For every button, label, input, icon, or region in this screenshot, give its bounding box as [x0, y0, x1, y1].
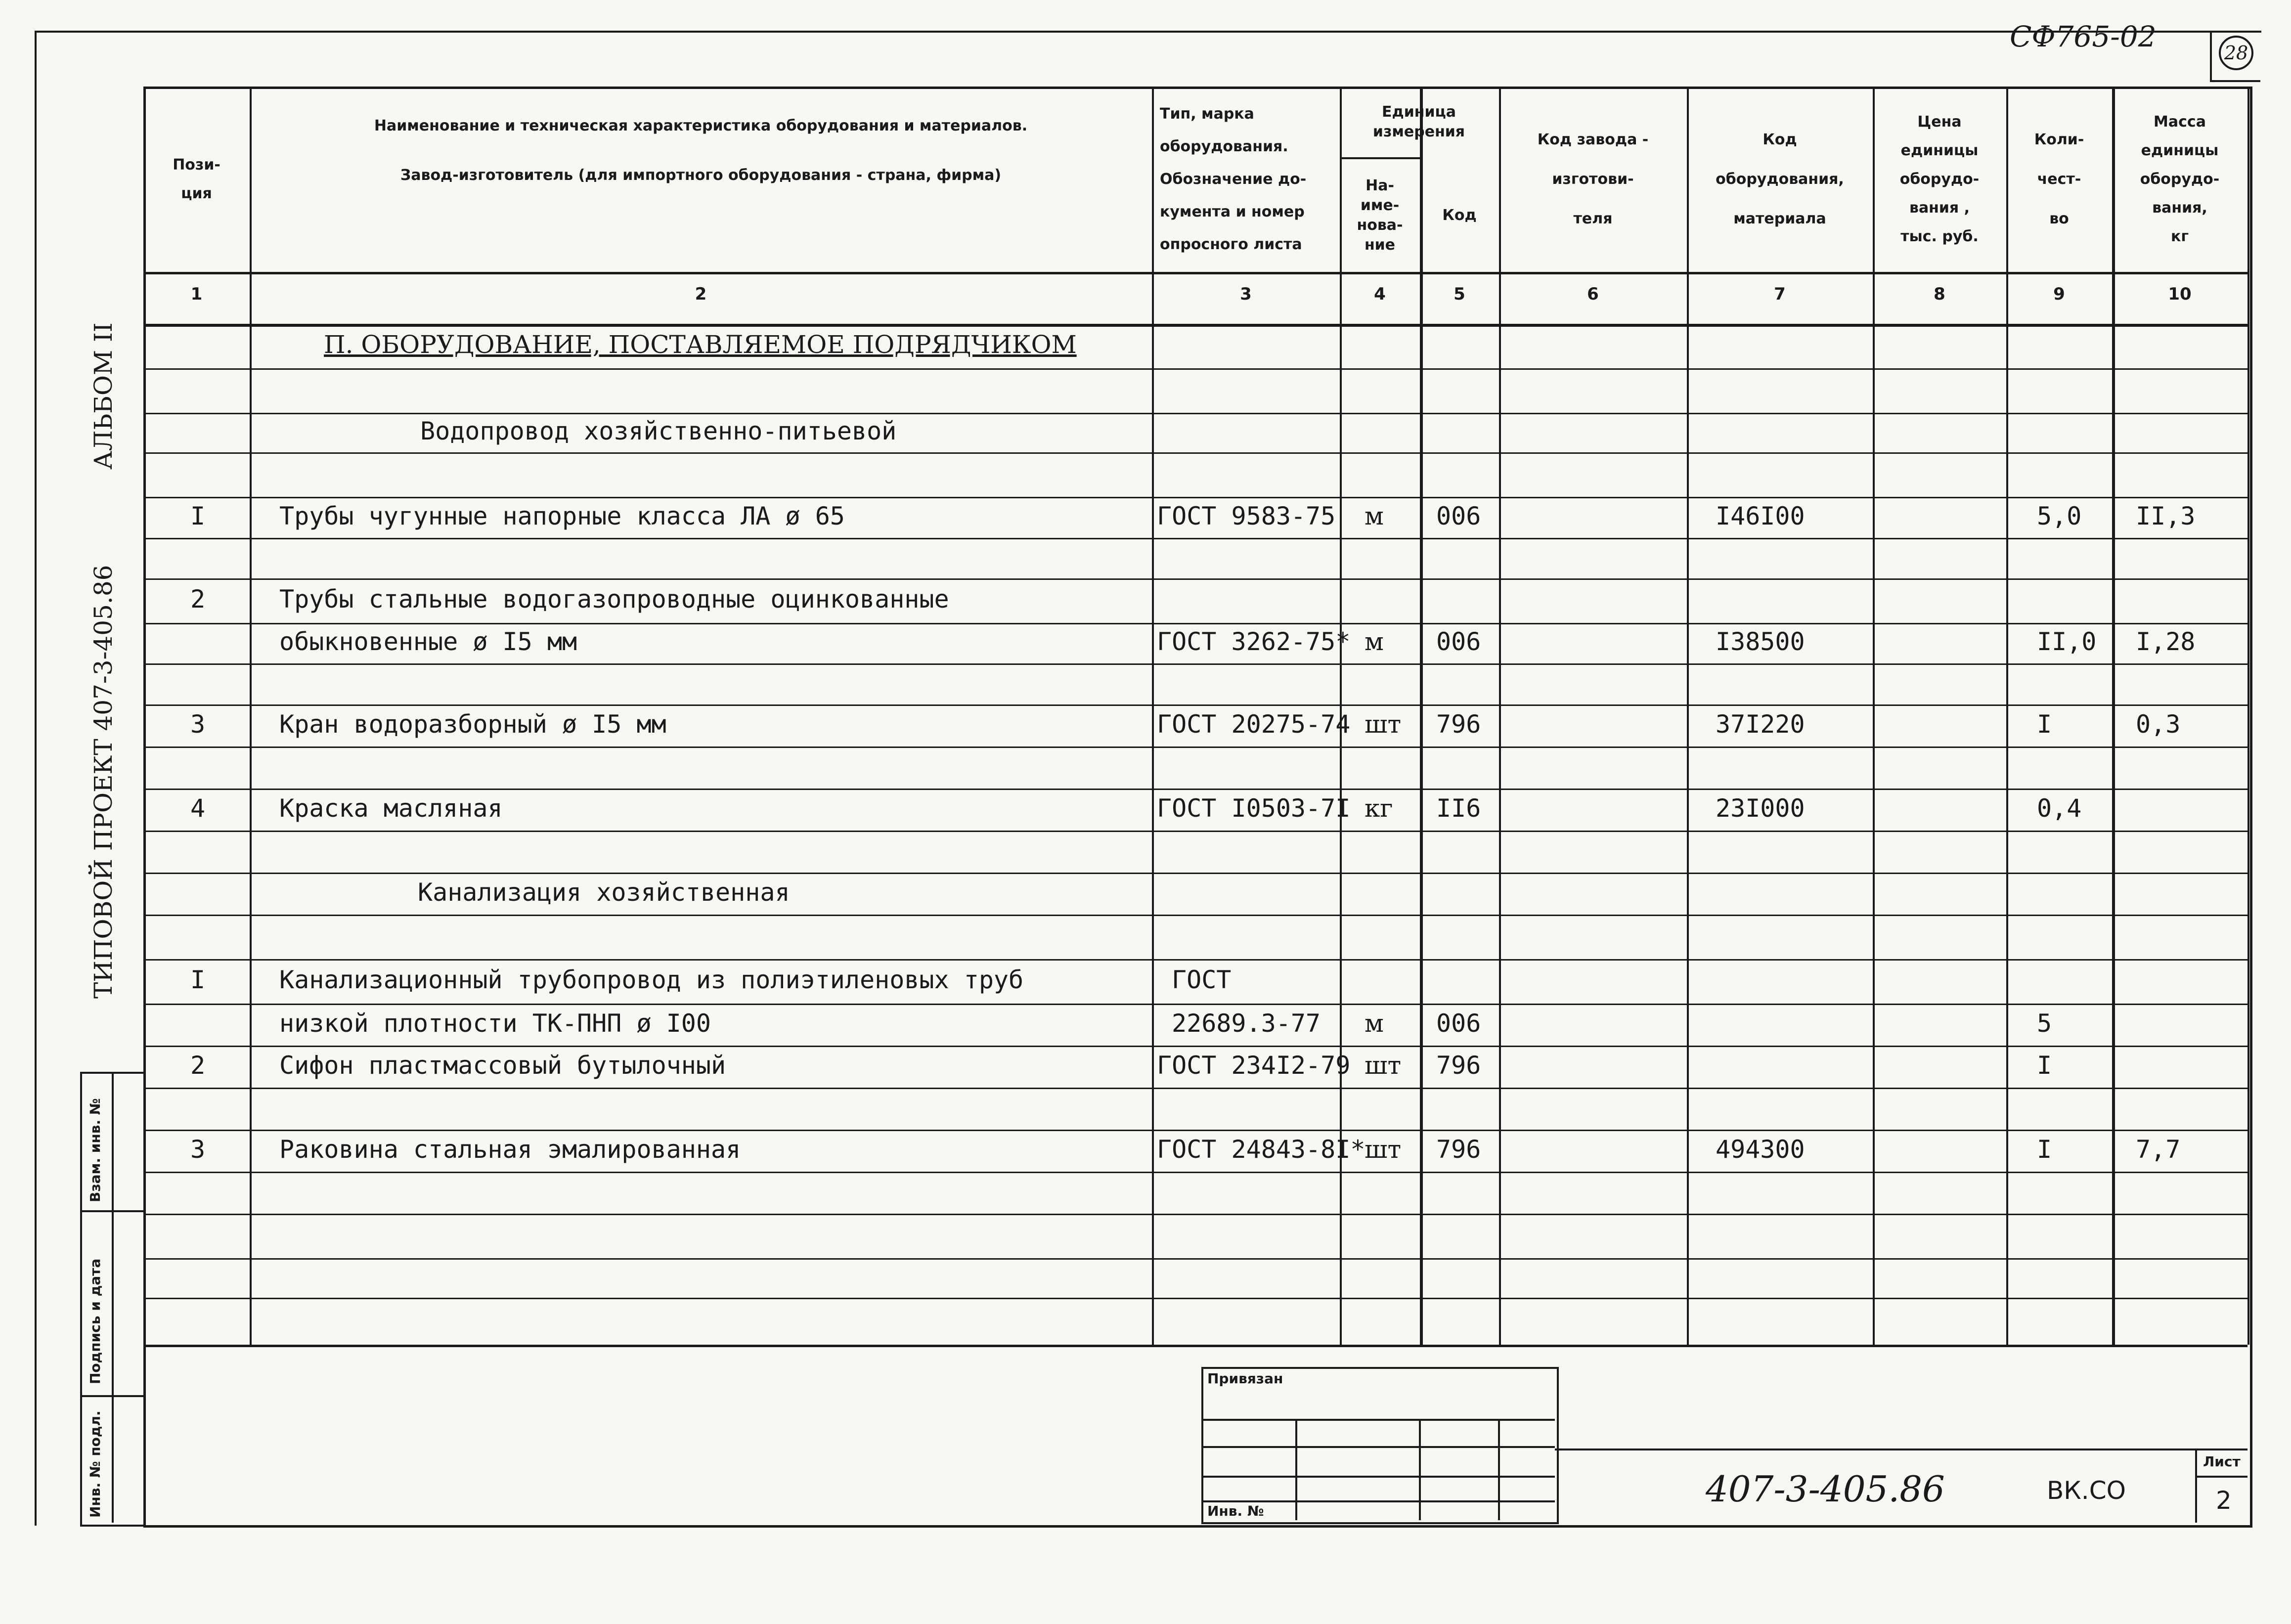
cell-ucode: 796 — [1436, 1051, 1481, 1080]
grid-line — [143, 413, 2247, 414]
cell-unit: м — [1365, 501, 1384, 530]
cell-pos: 2 — [190, 585, 206, 614]
cell-mass: 0,3 — [2136, 709, 2181, 739]
cell-unit: шт — [1365, 1051, 1402, 1080]
cell-mass: II,3 — [2136, 501, 2196, 530]
album-label: АЛЬБОМ II — [89, 322, 118, 470]
grid-line — [143, 915, 2247, 916]
cell-pos: 4 — [190, 793, 206, 823]
grid-line — [143, 578, 2247, 580]
grid-line — [143, 452, 2247, 454]
column-number: 2 — [695, 284, 707, 304]
cell-ecode: I38500 — [1716, 627, 1805, 656]
grid-line — [143, 623, 2247, 624]
grid-line — [143, 663, 2247, 665]
top-code: СФ765-02 — [2010, 20, 2157, 53]
grid-line — [250, 87, 252, 1345]
grid-line — [2247, 87, 2249, 1345]
cell-doc: ГОСТ 9583-75 — [1157, 501, 1336, 530]
cell-doc: 22689.3-77 — [1172, 1009, 1321, 1038]
grid-line — [143, 87, 145, 1345]
header-name: Наименование и техническая характеристика оборудования и материалов. Завод-изготовитель (для импортного оборудования - страна, фирма) — [374, 117, 1028, 184]
grid-line — [143, 1258, 2247, 1260]
grid-line — [143, 1298, 2247, 1299]
grid-line — [143, 831, 2247, 832]
doc-number: 407-3-405.86 — [1706, 1468, 1945, 1510]
cell-qty: I — [2037, 1051, 2052, 1080]
cell-doc: ГОСТ 234I2-79 — [1157, 1051, 1351, 1080]
project-label: ТИПОВОЙ ПРОЕКТ 407-3-405.86 — [89, 565, 118, 999]
grid-line — [143, 1172, 2247, 1173]
cell-name: обыкновенные ø I5 мм — [279, 627, 577, 656]
grid-line — [143, 873, 2247, 874]
stamp-label-inv: Инв. № подл. — [87, 1410, 103, 1518]
cell-ucode: 006 — [1436, 501, 1481, 530]
cell-ecode: 494300 — [1716, 1135, 1805, 1164]
cell-doc: ГОСТ 24843-8I* — [1157, 1135, 1366, 1164]
cell-qty: 0,4 — [2037, 793, 2082, 823]
cell-doc: ГОСТ — [1172, 966, 1232, 994]
stamp-label-sign: Подпись и дата — [87, 1258, 103, 1384]
title-block — [1201, 1364, 2247, 1525]
stamp-label-replace: Взам. инв. № — [87, 1098, 103, 1202]
header-maker-code: Код завода - изготови- теля — [1537, 131, 1649, 227]
grid-line — [143, 1004, 2247, 1005]
cell-unit: шт — [1365, 1135, 1402, 1164]
grid-line — [143, 789, 2247, 790]
cell-name: низкой плотности ТК-ПНП ø I00 — [279, 1009, 711, 1038]
page-badge-number: 28 — [2224, 42, 2248, 64]
cell-name: Краска масляная — [279, 793, 503, 823]
grid-line — [143, 1130, 2247, 1131]
grid-line — [143, 1046, 2247, 1047]
cell-name: Сифон пластмассовый бутылочный — [279, 1051, 726, 1080]
cell-mass: I,28 — [2136, 627, 2196, 656]
cell-pos: 3 — [190, 1135, 206, 1164]
cell-pos: I — [190, 966, 206, 994]
cell-qty: II,0 — [2037, 627, 2097, 656]
cell-ucode: 006 — [1436, 627, 1481, 656]
cell-unit: шт — [1365, 709, 1402, 739]
cell-name: Водопровод хозяйственно-питьевой — [420, 417, 897, 445]
grid-line — [1420, 324, 1423, 1345]
grid-line — [1152, 87, 1154, 1345]
header-type: Тип, марка оборудования. Обозначение до- кумента и номер опросного листа — [1160, 105, 1307, 253]
cell-pos: 2 — [190, 1051, 206, 1080]
header-unit-name: На- име- нова- ние — [1357, 177, 1403, 254]
inv-label: Инв. № — [1207, 1503, 1264, 1519]
header-unit-code: Код — [1442, 207, 1477, 224]
header-position: Пози- ция — [173, 156, 220, 202]
cell-unit: м — [1365, 627, 1384, 656]
column-number: 3 — [1240, 284, 1252, 304]
cell-name: Раковина стальная эмалированная — [279, 1135, 741, 1164]
grid-line — [143, 497, 2247, 498]
column-number: 7 — [1774, 284, 1786, 304]
column-number: 4 — [1374, 284, 1386, 304]
cell-name: Трубы стальные водогазопроводные оцинкованные — [279, 585, 949, 614]
cell-unit: м — [1365, 1009, 1384, 1038]
column-number: 9 — [2053, 284, 2065, 304]
cell-qty: 5 — [2037, 1009, 2052, 1038]
cell-name: Трубы чугунные напорные класса ЛА ø 65 — [279, 501, 845, 530]
cell-qty: I — [2037, 709, 2052, 739]
grid-line — [143, 1214, 2247, 1215]
mark: ВК.СО — [2047, 1476, 2126, 1505]
cell-ecode: I46I00 — [1716, 501, 1805, 530]
header-price: Цена единицы оборудо- вания , тыс. руб. — [1899, 113, 1980, 245]
cell-qty: I — [2037, 1135, 2052, 1164]
sheet-label: Лист — [2203, 1453, 2241, 1470]
cell-ucode: 796 — [1436, 1135, 1481, 1164]
grid-line — [1687, 87, 1689, 1345]
grid-line — [1499, 87, 1501, 1345]
cell-pos: 3 — [190, 709, 206, 739]
attached-label: Привязан — [1207, 1370, 1283, 1387]
column-number: 5 — [1454, 284, 1465, 304]
grid-line — [143, 959, 2247, 961]
cell-doc: ГОСТ I0503-7I — [1157, 793, 1351, 823]
cell-mass: 7,7 — [2136, 1135, 2181, 1164]
cell-ucode: 006 — [1436, 1009, 1481, 1038]
column-number: 10 — [2168, 284, 2192, 304]
grid-line — [143, 324, 2247, 327]
cell-unit: кг — [1365, 793, 1393, 823]
header-unit: Единица измерения — [1372, 103, 1465, 140]
cell-ucode: II6 — [1436, 793, 1481, 823]
cell-ecode: 23I000 — [1716, 793, 1805, 823]
column-number: 1 — [190, 284, 203, 304]
cell-doc: ГОСТ 3262-75* — [1157, 627, 1351, 656]
cell-name: Кран водоразборный ø I5 мм — [279, 709, 666, 739]
cell-ecode: 37I220 — [1716, 709, 1805, 739]
grid-line — [143, 1345, 2247, 1347]
header-mass: Масса единицы оборудо- вания, кг — [2140, 113, 2220, 245]
grid-line — [143, 746, 2247, 748]
cell-name: Канализация хозяйственная — [418, 878, 790, 907]
grid-line — [143, 538, 2247, 539]
grid-line — [143, 272, 2247, 274]
grid-line — [2006, 87, 2008, 1345]
grid-line — [143, 704, 2247, 706]
grid-line — [143, 368, 2247, 370]
column-number: 6 — [1587, 284, 1599, 304]
header-equip-code: Код оборудования, материала — [1716, 131, 1844, 227]
cell-name: П. ОБОРУДОВАНИЕ, ПОСТАВЛЯЕМОЕ ПОДРЯДЧИКОМ — [324, 330, 1077, 359]
column-number: 8 — [1934, 284, 1945, 304]
cell-pos: I — [190, 501, 206, 530]
grid-line — [143, 1088, 2247, 1089]
header-qty: Коли- чест- во — [2034, 131, 2084, 227]
cell-qty: 5,0 — [2037, 501, 2082, 530]
sheet-number: 2 — [2216, 1486, 2232, 1515]
cell-ucode: 796 — [1436, 709, 1481, 739]
grid-line — [2112, 324, 2115, 1345]
cell-name: Канализационный трубопровод из полиэтиленовых труб — [279, 966, 1024, 994]
grid-line — [1873, 87, 1875, 1345]
cell-doc: ГОСТ 20275-74 — [1157, 709, 1351, 739]
